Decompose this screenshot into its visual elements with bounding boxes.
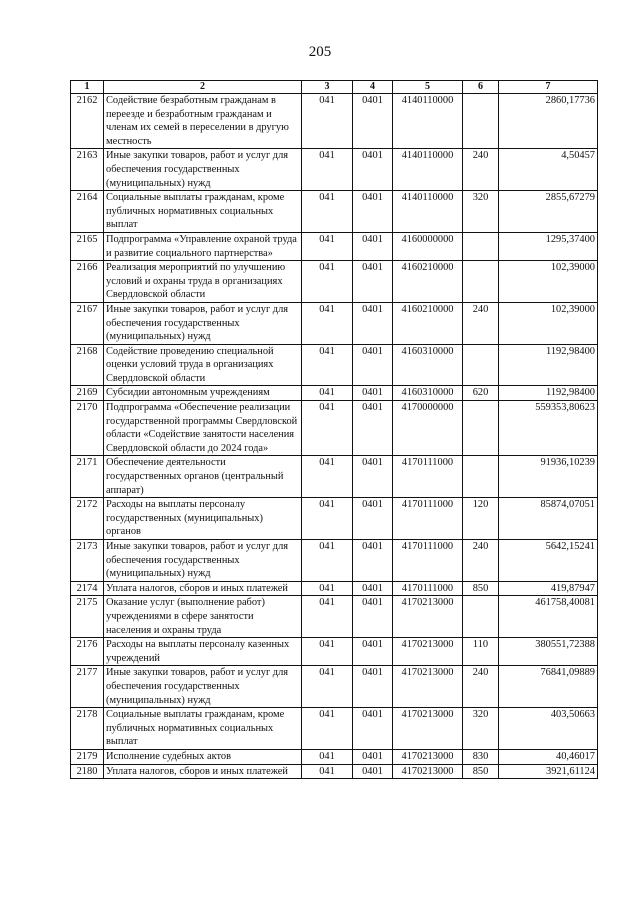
row-col-6: 830 xyxy=(463,749,499,764)
row-col-4: 0401 xyxy=(353,344,393,386)
row-col-5: 4170111000 xyxy=(393,498,463,540)
row-name: Иные закупки товаров, работ и услуг для обеспечения государственных (муниципальных) нужд xyxy=(104,149,302,191)
row-col-6 xyxy=(463,261,499,303)
row-number: 2170 xyxy=(71,401,104,456)
row-name: Иные закупки товаров, работ и услуг для обеспечения государственных (муниципальных) нужд xyxy=(104,540,302,582)
row-col-5: 4170213000 xyxy=(393,708,463,750)
row-col-3: 041 xyxy=(302,456,353,498)
table-row xyxy=(71,191,598,233)
row-col-4: 0401 xyxy=(353,666,393,708)
row-number: 2178 xyxy=(71,708,104,750)
row-col-3: 041 xyxy=(302,191,353,233)
row-col-5: 4170111000 xyxy=(393,581,463,596)
table-row xyxy=(71,596,598,638)
table-row xyxy=(71,638,598,666)
row-number: 2172 xyxy=(71,498,104,540)
row-amount: 102,39000 xyxy=(499,261,598,303)
row-number: 2171 xyxy=(71,456,104,498)
row-amount: 3921,61124 xyxy=(499,764,598,779)
row-amount: 40,46017 xyxy=(499,749,598,764)
row-col-5: 4170111000 xyxy=(393,456,463,498)
row-amount: 1295,37400 xyxy=(499,232,598,260)
header-col-7: 7 xyxy=(499,81,598,94)
row-amount: 559353,80623 xyxy=(499,401,598,456)
row-name: Социальные выплаты гражданам, кроме публичных нормативных социальных выплат xyxy=(104,708,302,750)
row-col-4: 0401 xyxy=(353,708,393,750)
row-col-5: 4170213000 xyxy=(393,764,463,779)
row-col-4: 0401 xyxy=(353,540,393,582)
row-col-3: 041 xyxy=(302,261,353,303)
row-col-4: 0401 xyxy=(353,638,393,666)
row-col-6 xyxy=(463,232,499,260)
row-name: Реализация мероприятий по улучшению условий и охраны труда в организациях Свердловской области xyxy=(104,261,302,303)
row-col-3: 041 xyxy=(302,596,353,638)
row-name: Уплата налогов, сборов и иных платежей xyxy=(104,764,302,779)
row-col-6: 850 xyxy=(463,581,499,596)
row-name: Социальные выплаты гражданам, кроме публичных нормативных социальных выплат xyxy=(104,191,302,233)
row-name: Иные закупки товаров, работ и услуг для обеспечения государственных (муниципальных) нужд xyxy=(104,666,302,708)
row-number: 2179 xyxy=(71,749,104,764)
table-row xyxy=(71,498,598,540)
row-col-3: 041 xyxy=(302,302,353,344)
table-row xyxy=(71,666,598,708)
row-col-3: 041 xyxy=(302,708,353,750)
row-name: Подпрограмма «Обеспечение реализации государственной программы Свердловской области «Содействие занятости населения Свердловской области до 2024 года» xyxy=(104,401,302,456)
row-number: 2177 xyxy=(71,666,104,708)
row-col-3: 041 xyxy=(302,401,353,456)
row-col-4: 0401 xyxy=(353,581,393,596)
row-col-4: 0401 xyxy=(353,302,393,344)
row-col-5: 4140110000 xyxy=(393,191,463,233)
table-row xyxy=(71,708,598,750)
row-col-6 xyxy=(463,94,499,149)
row-col-3: 041 xyxy=(302,149,353,191)
row-col-4: 0401 xyxy=(353,596,393,638)
row-name: Содействие безработным гражданам в переезде и безработным гражданам и членам их семей в переселении в другую местность xyxy=(104,94,302,149)
row-col-4: 0401 xyxy=(353,749,393,764)
table-row xyxy=(71,149,598,191)
row-col-4: 0401 xyxy=(353,456,393,498)
row-name: Субсидии автономным учреждениям xyxy=(104,386,302,401)
row-col-4: 0401 xyxy=(353,191,393,233)
row-col-5: 4140110000 xyxy=(393,149,463,191)
row-number: 2165 xyxy=(71,232,104,260)
table-row xyxy=(71,749,598,764)
row-number: 2175 xyxy=(71,596,104,638)
row-number: 2167 xyxy=(71,302,104,344)
row-name: Иные закупки товаров, работ и услуг для обеспечения государственных (муниципальных) нужд xyxy=(104,302,302,344)
row-amount: 1192,98400 xyxy=(499,344,598,386)
row-number: 2180 xyxy=(71,764,104,779)
row-amount: 2860,17736 xyxy=(499,94,598,149)
row-col-5: 4170213000 xyxy=(393,596,463,638)
row-col-4: 0401 xyxy=(353,149,393,191)
table-row xyxy=(71,401,598,456)
row-col-4: 0401 xyxy=(353,386,393,401)
row-col-3: 041 xyxy=(302,540,353,582)
header-col-3: 3 xyxy=(302,81,353,94)
budget-table xyxy=(70,80,598,779)
row-amount: 102,39000 xyxy=(499,302,598,344)
row-col-5: 4160310000 xyxy=(393,344,463,386)
table-row xyxy=(71,94,598,149)
row-col-6 xyxy=(463,596,499,638)
row-amount: 419,87947 xyxy=(499,581,598,596)
table-row xyxy=(71,581,598,596)
row-amount: 76841,09889 xyxy=(499,666,598,708)
row-col-6 xyxy=(463,401,499,456)
row-amount: 2855,67279 xyxy=(499,191,598,233)
row-col-3: 041 xyxy=(302,749,353,764)
header-col-4: 4 xyxy=(353,81,393,94)
row-col-5: 4170213000 xyxy=(393,638,463,666)
table-row xyxy=(71,764,598,779)
row-col-3: 041 xyxy=(302,764,353,779)
row-col-4: 0401 xyxy=(353,261,393,303)
row-amount: 5642,15241 xyxy=(499,540,598,582)
header-col-6: 6 xyxy=(463,81,499,94)
table-row xyxy=(71,456,598,498)
row-col-5: 4140110000 xyxy=(393,94,463,149)
row-number: 2168 xyxy=(71,344,104,386)
row-col-4: 0401 xyxy=(353,232,393,260)
row-amount: 4,50457 xyxy=(499,149,598,191)
row-number: 2162 xyxy=(71,94,104,149)
row-col-3: 041 xyxy=(302,386,353,401)
row-col-3: 041 xyxy=(302,581,353,596)
row-col-6: 240 xyxy=(463,149,499,191)
row-name: Расходы на выплаты персоналу казенных учреждений xyxy=(104,638,302,666)
row-number: 2176 xyxy=(71,638,104,666)
row-number: 2173 xyxy=(71,540,104,582)
header-col-2: 2 xyxy=(104,81,302,94)
row-name: Исполнение судебных актов xyxy=(104,749,302,764)
row-col-6: 320 xyxy=(463,191,499,233)
row-name: Уплата налогов, сборов и иных платежей xyxy=(104,581,302,596)
row-amount: 85874,07051 xyxy=(499,498,598,540)
header-col-1: 1 xyxy=(71,81,104,94)
page-number: 205 xyxy=(308,44,332,60)
row-amount: 380551,72388 xyxy=(499,638,598,666)
row-col-6: 120 xyxy=(463,498,499,540)
row-col-4: 0401 xyxy=(353,94,393,149)
row-col-4: 0401 xyxy=(353,498,393,540)
row-number: 2164 xyxy=(71,191,104,233)
row-col-6: 240 xyxy=(463,666,499,708)
row-col-6: 240 xyxy=(463,540,499,582)
row-col-3: 041 xyxy=(302,666,353,708)
row-name: Подпрограмма «Управление охраной труда и развитие социального партнерства» xyxy=(104,232,302,260)
row-col-6: 240 xyxy=(463,302,499,344)
row-col-6: 620 xyxy=(463,386,499,401)
table-row xyxy=(71,261,598,303)
row-col-3: 041 xyxy=(302,638,353,666)
row-name: Расходы на выплаты персоналу государственных (муниципальных) органов xyxy=(104,498,302,540)
row-col-3: 041 xyxy=(302,232,353,260)
row-col-6: 110 xyxy=(463,638,499,666)
row-number: 2166 xyxy=(71,261,104,303)
row-number: 2163 xyxy=(71,149,104,191)
row-amount: 461758,40081 xyxy=(499,596,598,638)
row-col-5: 4160210000 xyxy=(393,261,463,303)
header-row xyxy=(71,81,598,94)
row-amount: 1192,98400 xyxy=(499,386,598,401)
row-name: Содействие проведению специальной оценки условий труда в организациях Свердловской области xyxy=(104,344,302,386)
row-col-4: 0401 xyxy=(353,401,393,456)
row-col-6 xyxy=(463,344,499,386)
row-col-5: 4170000000 xyxy=(393,401,463,456)
row-col-5: 4170213000 xyxy=(393,666,463,708)
row-number: 2169 xyxy=(71,386,104,401)
row-amount: 403,50663 xyxy=(499,708,598,750)
row-col-4: 0401 xyxy=(353,764,393,779)
row-col-6: 850 xyxy=(463,764,499,779)
row-col-3: 041 xyxy=(302,94,353,149)
row-name: Обеспечение деятельности государственных органов (центральный аппарат) xyxy=(104,456,302,498)
table-row xyxy=(71,386,598,401)
row-col-5: 4170111000 xyxy=(393,540,463,582)
row-col-3: 041 xyxy=(302,344,353,386)
row-amount: 91936,10239 xyxy=(499,456,598,498)
row-number: 2174 xyxy=(71,581,104,596)
row-col-6: 320 xyxy=(463,708,499,750)
row-col-5: 4170213000 xyxy=(393,749,463,764)
row-col-5: 4160210000 xyxy=(393,302,463,344)
header-col-5: 5 xyxy=(393,81,463,94)
table-row xyxy=(71,302,598,344)
table-row xyxy=(71,232,598,260)
row-name: Оказание услуг (выполнение работ) учреждениями в сфере занятости населения и охраны труда xyxy=(104,596,302,638)
row-col-3: 041 xyxy=(302,498,353,540)
row-col-5: 4160000000 xyxy=(393,232,463,260)
row-col-5: 4160310000 xyxy=(393,386,463,401)
table-row xyxy=(71,344,598,386)
row-col-6 xyxy=(463,456,499,498)
table-row xyxy=(71,540,598,582)
